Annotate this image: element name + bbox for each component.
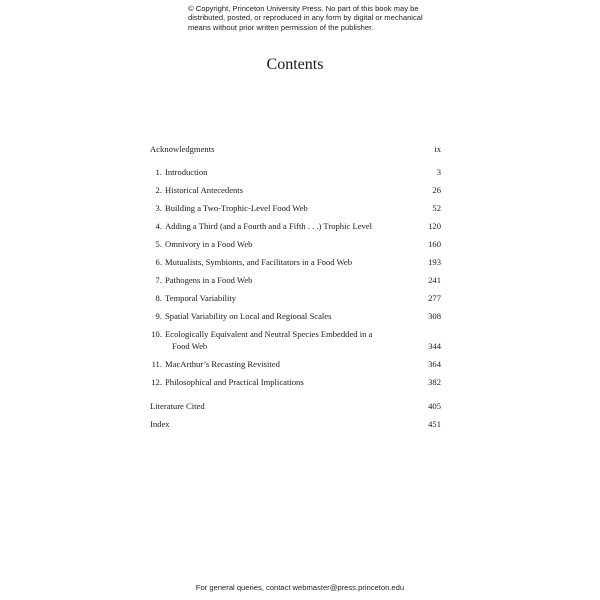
toc-entry-chapter-3[interactable] (150, 202, 441, 214)
toc-entry-chapter-8[interactable] (150, 292, 441, 304)
copyright-notice (188, 4, 428, 32)
toc-entry-label: Spatial Variability on Local and Regional Scales (165, 311, 332, 321)
toc-entry-page: 451 (428, 419, 441, 429)
toc-entry-acknowledgments[interactable] (150, 143, 441, 155)
toc-entry-page: 308 (428, 311, 441, 321)
copyright-line: distributed, posted, or reproduced in any form by digital or mechanical (188, 13, 423, 23)
toc-entry-label-line: Food Web (172, 341, 208, 351)
toc-entry-label: Building a Two-Trophic-Level Food Web (165, 203, 308, 213)
toc-entry-label: MacArthur’s Recasting Revisited (165, 359, 280, 369)
toc-entry-literature-cited[interactable] (150, 400, 441, 412)
toc-entry-label: Acknowledgments (150, 144, 215, 154)
toc-entry-number: 9. (155, 311, 162, 321)
toc-entry-index[interactable] (150, 418, 441, 430)
copyright-line: © Copyright, Princeton University Press. No part of this book may be (188, 4, 419, 13)
toc-entry-label: Introduction (165, 167, 208, 177)
toc-entry-number: 10. (151, 329, 162, 339)
toc-entry-chapter-5[interactable] (150, 238, 441, 250)
toc-entry-number: 3. (155, 203, 162, 213)
toc-entry-label: Index (150, 419, 170, 429)
toc-entry-page: 405 (428, 401, 441, 411)
toc-entry-number: 12. (151, 377, 162, 387)
toc-entry-page: 3 (436, 167, 441, 177)
toc-entry-number: 2. (155, 185, 162, 195)
toc-entry-label (165, 328, 372, 352)
toc-entry-page: ix (434, 144, 441, 154)
toc-entry-label: Omnivory in a Food Web (165, 239, 253, 249)
toc-entry-page: 277 (428, 293, 441, 303)
toc-entry-label: Literature Cited (150, 401, 205, 411)
toc-entry-chapter-11[interactable] (150, 358, 441, 370)
toc-entry-label: Historical Antecedents (165, 185, 244, 195)
toc-entry-page: 160 (428, 239, 441, 249)
toc-entry-number: 1. (155, 167, 162, 177)
toc-entry-page: 241 (428, 275, 441, 285)
toc-entry-page: 26 (432, 185, 441, 195)
toc-entry-page: 52 (432, 203, 441, 213)
toc-entry-page: 120 (428, 221, 441, 231)
toc-entry-chapter-10[interactable] (150, 328, 441, 352)
toc-entry-label: Mutualists, Symbionts, and Facilitators in a Food Web (165, 257, 353, 267)
toc-entry-number: 6. (155, 257, 162, 267)
toc-entry-chapter-12[interactable] (150, 376, 441, 388)
toc-entry-chapter-9[interactable] (150, 310, 441, 322)
toc-entry-label: Adding a Third (and a Fourth and a Fifth . . .) Trophic Level (165, 221, 373, 231)
toc-entry-label: Philosophical and Practical Implications (165, 377, 304, 387)
toc-entry-chapter-2[interactable] (150, 184, 441, 196)
page-title: Contents (266, 56, 324, 73)
toc-entry-chapter-6[interactable] (150, 256, 441, 268)
toc-entry-chapter-4[interactable] (150, 220, 441, 232)
toc-entry-label: Pathogens in a Food Web (165, 275, 253, 285)
toc-entry-number: 7. (155, 275, 162, 285)
toc-entry-chapter-1[interactable] (150, 166, 441, 178)
contact-footer: For general queries, contact webmaster@press.princeton.edu (195, 583, 405, 592)
copyright-line: means without prior written permission of the publisher. (188, 22, 374, 32)
toc-entry-page: 193 (428, 257, 441, 267)
toc-entry-chapter-7[interactable] (150, 274, 441, 286)
toc-entry-number: 5. (155, 239, 162, 249)
toc-entry-page: 344 (428, 341, 441, 351)
toc-entry-label: Temporal Variability (165, 293, 237, 303)
toc-entry-page: 364 (428, 359, 441, 369)
toc-entry-number: 8. (155, 293, 162, 303)
toc-entry-label-line: Ecologically Equivalent and Neutral Species Embedded in a (165, 329, 373, 339)
toc-entry-page: 382 (428, 377, 441, 387)
toc-entry-number: 4. (155, 221, 162, 231)
toc-entry-number: 11. (151, 359, 162, 369)
